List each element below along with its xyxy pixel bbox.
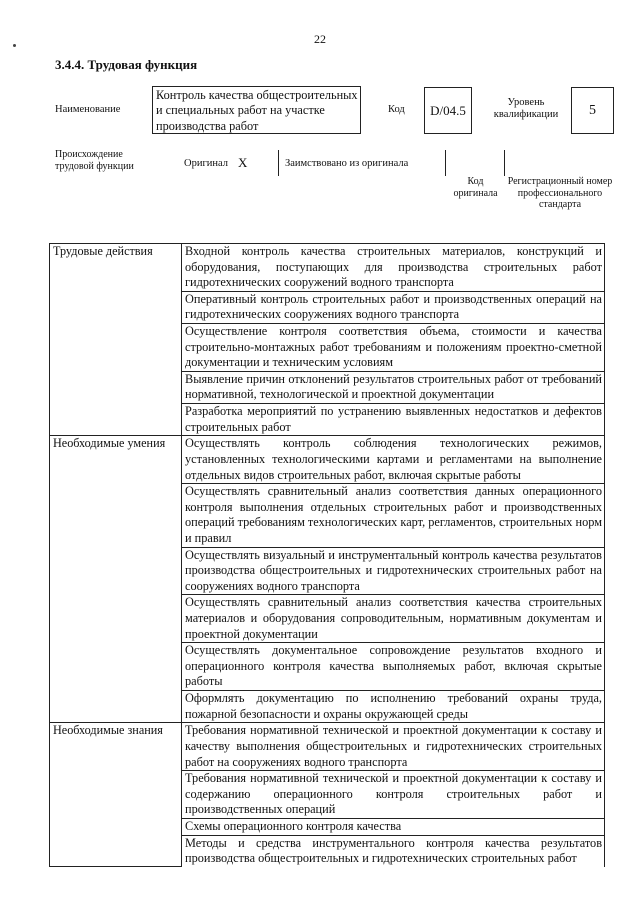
- item-cell: Осуществлять документальное сопровождение результатов входного и операционного контроля качества выполняемых работ, включая скрытые работы: [182, 643, 605, 691]
- origin-reg-caption: Регистрационный номер профессионального стандарта: [507, 176, 613, 210]
- item-cell: Методы и средства инструментального контроля качества результатов производства общестроительных и гидротехнических строительных работ: [182, 835, 605, 867]
- item-cell: Осуществление контроля соответствия объема, стоимости и качества строительно-монтажных работ требованиям и положениям проектно-сметной документации и техническим условиям: [182, 324, 605, 372]
- table-row: [50, 723, 605, 771]
- item-cell: Осуществлять сравнительный анализ соответствия качества строительных материалов и оборудования сопроводительным, нормативным документам и проектной документации: [182, 595, 605, 643]
- origin-label: Происхождение трудовой функции: [55, 149, 134, 172]
- origin-code-caption: Код оригинала: [453, 176, 498, 199]
- origin-borrowed-cell: [279, 150, 446, 176]
- level-label: Уровень квалификации: [493, 97, 559, 121]
- name-label: Наименование: [55, 104, 121, 115]
- item-cell: Осуществлять визуальный и инструментальный контроль качества результатов производства общестроительных и гидротехнических строительных работ на сооружениях водного транспорта: [182, 547, 605, 595]
- category-cell: Необходимые умения: [50, 436, 182, 723]
- section-title: 3.4.4. Трудовая функция: [55, 57, 198, 72]
- function-name-box: [152, 86, 361, 134]
- item-cell: Входной контроль качества строительных материалов, конструкций и оборудования, поступающих для производства строительных работ гидротехнических сооружений водного транспорта: [182, 244, 605, 292]
- code-value-box: [424, 87, 472, 134]
- function-name-value: Контроль качества общестроительных и специальных работ на участке производства работ: [156, 88, 358, 133]
- origin-code-cell: [446, 150, 505, 176]
- origin-borrowed-label: Заимствовано из оригинала: [285, 157, 409, 169]
- item-cell: Оперативный контроль строительных работ и производственных операций на гидротехнических сооружениях водного транспорта: [182, 291, 605, 323]
- item-cell: Оформлять документацию по исполнению требований охраны труда, пожарной безопасности и охраны окружающей среды: [182, 691, 605, 723]
- labor-function-table: [49, 243, 605, 867]
- table-row: [50, 244, 605, 292]
- code-value: D/04.5: [430, 102, 466, 118]
- item-cell: Требования нормативной технической и проектной документации к составу и качеству выполнения общестроительных и гидротехнических строительных работ на сооружениях водного транспорта: [182, 723, 605, 771]
- level-value: 5: [589, 102, 596, 118]
- origin-original-label: Оригинал: [184, 157, 228, 169]
- code-label: Код: [388, 104, 405, 115]
- item-cell: Выявление причин отклонений результатов строительных работ от требований нормативной, технологической и проектной документации: [182, 371, 605, 403]
- category-cell: Необходимые знания: [50, 723, 182, 867]
- level-value-box: [571, 87, 614, 134]
- item-cell: Осуществлять контроль соблюдения технологических режимов, установленных технологическими картами и регламентами на выполнение отдельных видов строительных работ, включая скрытые работы: [182, 436, 605, 484]
- origin-original-mark: X: [238, 155, 248, 170]
- page-number: 22: [314, 32, 326, 46]
- item-cell: Осуществлять сравнительный анализ соответствия данных операционного контроля выполнения отдельных строительных работ и производственных операций требованиям технологических карт, регламентов, строительных норм и правил: [182, 484, 605, 547]
- item-cell: Требования нормативной технической и проектной документации к составу и содержанию операционного контроля строительных работ и производственных операций: [182, 771, 605, 819]
- origin-reg-cell: [505, 150, 615, 176]
- item-cell: Разработка мероприятий по устранению выявленных недостатков и дефектов строительных работ: [182, 404, 605, 436]
- item-cell: Схемы операционного контроля качества: [182, 818, 605, 835]
- category-cell: Трудовые действия: [50, 244, 182, 436]
- origin-original-cell: [179, 150, 279, 176]
- table-row: [50, 436, 605, 484]
- origin-row: [179, 150, 615, 176]
